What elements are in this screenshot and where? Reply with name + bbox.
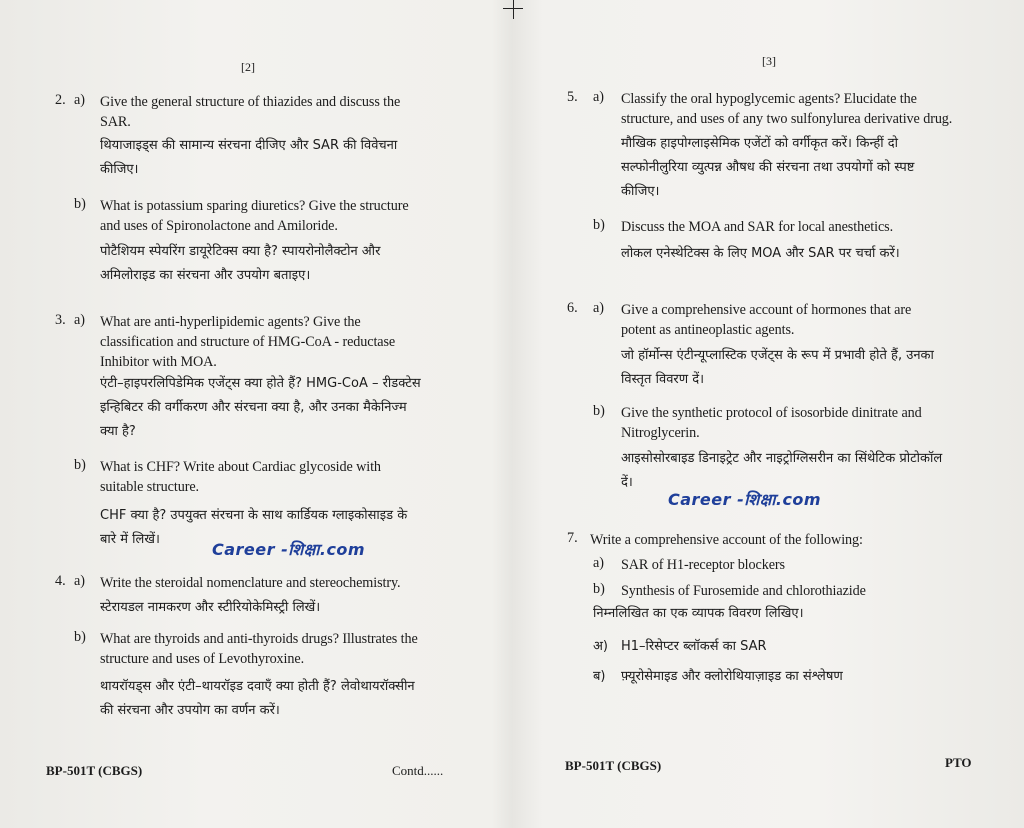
subpart-label: b): [593, 403, 605, 419]
text-line: अमिलोराइड का संरचना और उपयोग बताइए।: [100, 268, 311, 283]
text-line: पोटैशियम स्पेयरिंग डायूरेटिक्स क्या है? स्पायरोनोलैक्टोन और: [100, 244, 381, 259]
question-stem-en: Write a comprehensive account of the following:: [590, 532, 863, 548]
text-line: What are anti-hyperlipidemic agents? Give the: [100, 314, 361, 330]
text-line: structure and uses of Levothyroxine.: [100, 651, 305, 667]
text-line: What is CHF? Write about Cardiac glycoside with: [100, 459, 381, 475]
subpart-label: a): [74, 92, 86, 108]
question-text-hi: [100, 240, 380, 288]
text-line: Classify the oral hypoglycemic agents? Elucidate the: [621, 91, 917, 107]
text-line: potent as antineoplastic agents.: [621, 322, 795, 338]
subpart-label: b): [593, 217, 605, 233]
question-number: 4.: [55, 573, 66, 589]
subpart-label: b): [74, 629, 86, 645]
subpart-label: a): [74, 573, 86, 589]
question-text-en: [621, 300, 911, 340]
question-text-hi: [100, 596, 320, 620]
text-line: What is potassium sparing diuretics? Give the structure: [100, 198, 409, 214]
subpart-label: ब): [593, 669, 606, 684]
subpart-label: b): [74, 196, 86, 212]
text-line: एंटी–हाइपरलिपिडेमिक एजेंट्स क्या होते हैं? HMG-CoA – रीडक्टेस: [100, 376, 421, 391]
question-text-en: Synthesis of Furosemide and chlorothiazide: [621, 583, 866, 599]
text-line: विस्तृत विवरण दें।: [621, 372, 705, 387]
footer-code: BP-501T (CBGS): [565, 758, 662, 773]
question-text-en: [100, 629, 418, 669]
question-text-hi: [621, 132, 914, 204]
crop-mark: [503, 8, 523, 9]
text-line: आइसोसोरबाइड डिनाइट्रेट और नाइट्रोग्लिसरीन का सिंथेटिक प्रोटोकॉल: [621, 451, 943, 466]
page-number: [2]: [241, 60, 255, 74]
question-number: 2.: [55, 92, 66, 108]
watermark-stamp: Career -शिक्षा.com: [212, 540, 366, 559]
text-line: लोकल एनेस्थेटिक्स के लिए MOA और SAR पर चर्चा करें।: [621, 246, 900, 261]
text-line: कीजिए।: [621, 184, 660, 199]
text-line: suitable structure.: [100, 479, 199, 495]
subpart-label: a): [593, 300, 605, 316]
question-text-hi: [621, 344, 934, 392]
page-number: [3]: [762, 54, 776, 68]
subpart-label: a): [593, 89, 605, 105]
text-line: दें।: [621, 475, 633, 490]
question-stem-hi: निम्नलिखित का एक व्यापक विवरण लिखिए।: [593, 606, 804, 621]
text-line: की संरचना और उपयोग का वर्णन करें।: [100, 703, 280, 718]
text-line: कीजिए।: [100, 162, 139, 177]
text-line: Give a comprehensive account of hormones that are: [621, 302, 912, 318]
subpart-label: a): [74, 312, 86, 328]
question-number: 7.: [567, 530, 578, 546]
question-text-en: [621, 403, 922, 443]
text-line: इन्हिबिटर की वर्गीकरण और संरचना क्या है, और उनका मैकेनिज्म: [100, 400, 407, 415]
question-number: 5.: [567, 89, 578, 105]
question-text-en: SAR of H1-receptor blockers: [621, 557, 785, 573]
question-text-hi: [100, 675, 415, 723]
text-line: Inhibitor with MOA.: [100, 354, 217, 370]
question-text-hi: फ़्यूरोसेमाइड और क्लोरोथियाज़ाइड का संश्लेषण: [621, 669, 843, 684]
question-number: 3.: [55, 312, 66, 328]
question-text-en: [100, 92, 400, 132]
question-text-en: [100, 457, 381, 497]
question-text-en: [621, 89, 952, 129]
question-text-hi: [100, 372, 421, 444]
text-line: स्टेरायडल नामकरण और स्टीरियोकेमिस्ट्री लिखें।: [100, 600, 321, 615]
crop-mark: [513, 0, 514, 19]
question-number: 6.: [567, 300, 578, 316]
subpart-label: b): [74, 457, 86, 473]
text-line: क्या है?: [100, 424, 136, 439]
text-line: मौखिक हाइपोग्लाइसेमिक एजेंटों को वर्गीकृत करें। किन्हीं दो: [621, 136, 899, 151]
subpart-label: अ): [593, 639, 609, 654]
text-line: SAR.: [100, 114, 131, 130]
question-text-en: [100, 196, 409, 236]
question-text-hi: [100, 134, 397, 182]
footer-code: BP-501T (CBGS): [46, 763, 143, 778]
footer-pto: PTO: [945, 755, 972, 770]
text-line: थायरॉयड्स और एंटी–थायरॉइड दवाएँ क्या होती हैं? लेवोथायरॉक्सीन: [100, 679, 415, 694]
subpart-label: b): [593, 581, 605, 597]
text-line: classification and structure of HMG-CoA - reductase: [100, 334, 396, 350]
text-line: थियाजाइड्स की सामान्य संरचना दीजिए और SAR की विवेचना: [100, 138, 398, 153]
text-line: structure, and uses of any two sulfonylurea derivative drug.: [621, 111, 953, 127]
text-line: बारे में लिखें।: [100, 532, 160, 547]
text-line: Give the synthetic protocol of isosorbide dinitrate and: [621, 405, 922, 421]
footer-continued: Contd......: [392, 763, 444, 778]
text-line: Give the general structure of thiazides and discuss the: [100, 94, 401, 110]
watermark-stamp: Career -शिक्षा.com: [668, 490, 822, 509]
text-line: Write the steroidal nomenclature and stereochemistry.: [100, 575, 401, 591]
question-text-en: [100, 573, 401, 593]
text-line: CHF क्या है? उपयुक्त संरचना के साथ कार्डियक ग्लाइकोसाइड के: [100, 508, 408, 523]
subpart-label: a): [593, 555, 605, 571]
text-line: Nitroglycerin.: [621, 425, 700, 441]
text-line: What are thyroids and anti-thyroids drugs? Illustrates the: [100, 631, 418, 647]
question-text-en: [621, 217, 893, 237]
text-line: जो हॉर्मोन्स एंटीन्यूप्लास्टिक एजेंट्स के रूप में प्रभावी होते हैं, उनका: [621, 348, 934, 363]
text-line: and uses of Spironolactone and Amiloride.: [100, 218, 338, 234]
text-line: Discuss the MOA and SAR for local anesthetics.: [621, 219, 894, 235]
text-line: सल्फोनीलुरिया व्युत्पन्न औषध की संरचना तथा उपयोगों को स्पष्ट: [621, 160, 915, 175]
question-text-hi: [621, 242, 900, 266]
question-text-hi: H1–रिसेप्टर ब्लॉकर्स का SAR: [621, 639, 767, 654]
question-text-en: [100, 312, 395, 372]
